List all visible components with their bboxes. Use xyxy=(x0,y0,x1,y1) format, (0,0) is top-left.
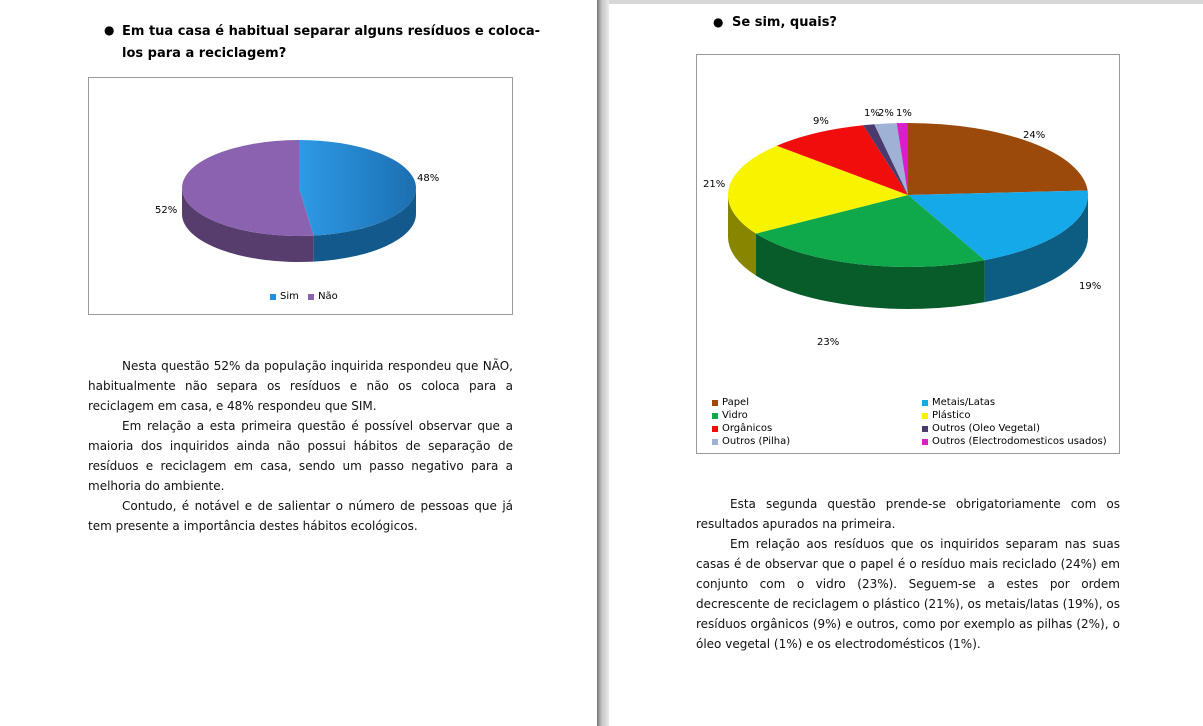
legend-swatch xyxy=(712,400,718,406)
legend-label: Papel xyxy=(722,397,749,408)
data-label-vidro: 23% xyxy=(817,337,840,348)
pie-chart-left-svg xyxy=(89,78,514,316)
legend-swatch xyxy=(922,413,928,419)
legend-swatch-sim xyxy=(270,294,276,300)
paragraph: Em relação aos resíduos que os inquiridos separam nas suas casas é de observar que o papel é o resíduo mais reciclado (24%) em conjunto com o vidro (23%). Seguem-se a estes por ordem decrescente de reciclagem o plástico (21%), os metais/latas (19%), os resíduos orgânicos (9%) e outros, como por exemplo as pilhas (2%), o óleo vegetal (1%) e os electrodomésticos (1%). xyxy=(696,537,1120,651)
legend-swatch xyxy=(712,426,718,432)
legend-item-pilha xyxy=(712,435,790,448)
paragraph: Contudo, é notável e de salientar o número de pessoas que já tem presente a importância destes hábitos ecológicos. xyxy=(88,499,513,533)
pie-slice-papel xyxy=(908,123,1088,195)
data-label-nao: 52% xyxy=(155,205,178,216)
legend-label: Vidro xyxy=(722,410,748,421)
page-gutter xyxy=(597,0,609,726)
paragraph: Em relação a esta primeira questão é possível observar que a maioria dos inquiridos ainda não possui hábitos de separação de resíduos e reciclagem em casa, sendo um passo negativo para a melhoria do ambiente. xyxy=(88,419,513,493)
legend-label: Plástico xyxy=(932,410,971,421)
legend-item-nao xyxy=(308,291,338,303)
legend-item-metais xyxy=(922,396,995,409)
bullet-icon: ● xyxy=(713,15,724,29)
chart-sim-nao xyxy=(88,77,513,315)
legend-left xyxy=(270,291,344,304)
legend-item-vidro xyxy=(712,409,748,422)
data-label-sim: 48% xyxy=(417,173,440,184)
paragraph: Nesta questão 52% da população inquirida respondeu que NÃO, habitualmente não separa os resíduos e não os coloca para a reciclagem em casa, e 48% respondeu que SIM. xyxy=(88,359,513,413)
pie-chart-right-svg xyxy=(697,55,1121,455)
data-label-electro: 1% xyxy=(896,108,912,119)
legend-item-organicos xyxy=(712,422,772,435)
legend-swatch xyxy=(712,413,718,419)
legend-swatch xyxy=(922,426,928,432)
legend-item-oleo xyxy=(922,422,1040,435)
legend-swatch-nao xyxy=(308,294,314,300)
chart-residuos xyxy=(696,54,1120,454)
data-label-metais: 19% xyxy=(1079,281,1102,292)
right-body-text xyxy=(696,494,1120,654)
paragraph: Esta segunda questão prende-se obrigatoriamente com os resultados apurados na primeira. xyxy=(696,497,1120,531)
legend-label-sim: Sim xyxy=(280,291,299,302)
legend-swatch xyxy=(922,439,928,445)
legend-swatch xyxy=(712,439,718,445)
legend-label: Outros (Oleo Vegetal) xyxy=(932,423,1040,434)
legend-label: Orgânicos xyxy=(722,423,773,434)
legend-label: Outros (Pilha) xyxy=(722,436,791,447)
data-label-organicos: 9% xyxy=(813,116,829,127)
bullet-icon: ● xyxy=(104,23,115,37)
question-1-line-1: Em tua casa é habitual separar alguns resíduos e coloca- xyxy=(122,24,541,39)
question-1-line-2: los para a reciclagem? xyxy=(122,46,287,61)
legend-item-electro xyxy=(922,435,1107,448)
left-body-text xyxy=(88,356,513,536)
data-label-pilha: 2% xyxy=(878,108,894,119)
right-page-top-border xyxy=(609,0,1203,4)
legend-label-nao: Não xyxy=(318,291,338,302)
data-label-oleo: 1% xyxy=(864,108,880,119)
legend-swatch xyxy=(922,400,928,406)
legend-item-sim xyxy=(270,291,299,303)
question-2: Se sim, quais? xyxy=(732,15,837,30)
legend-item-papel xyxy=(712,396,749,409)
data-label-plastico: 21% xyxy=(703,179,726,190)
legend-label: Metais/Latas xyxy=(932,397,996,408)
legend-label: Outros (Electrodomesticos usados) xyxy=(932,436,1107,447)
data-label-papel: 24% xyxy=(1023,130,1046,141)
legend-item-plastico xyxy=(922,409,970,422)
